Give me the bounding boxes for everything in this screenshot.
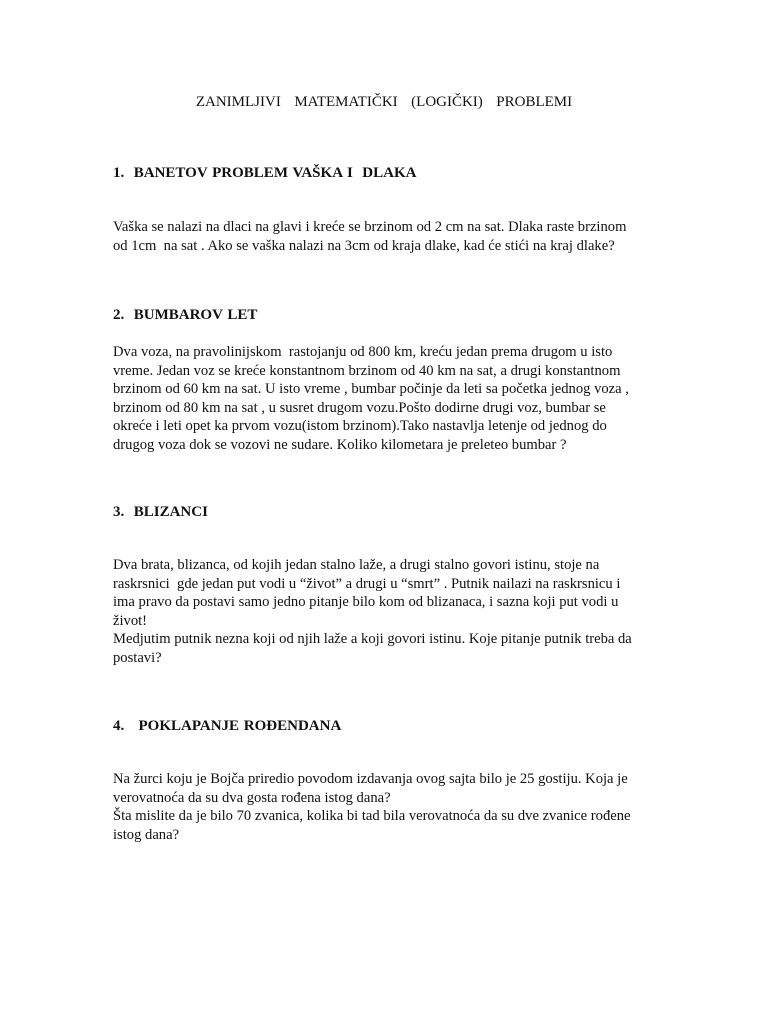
text-line: od 1cm na sat . Ako se vaška nalazi na 3cm od kraja dlake, kad će stići na kraj dlake? xyxy=(113,237,615,254)
text-line: Dva voza, na pravolinijskom rastojanju od 800 km, kreću jedan prema drugom u isto xyxy=(113,344,613,360)
text-line: brzinom od 60 km na sat. U isto vreme , bumbar počinje da leti sa početka jednog voza , xyxy=(113,381,629,398)
text-line: verovatnoća da su dva gosta rođena istog dana? xyxy=(113,789,391,806)
problem-1-heading: 1. BANETOV PROBLEM VAŠKA I DLAKA xyxy=(113,165,417,181)
problem-3-text xyxy=(113,556,673,668)
text-line: Na žurci koju je Bojča priredio povodom izdavanja ovog sajta bilo je 25 gostiju. Koja je xyxy=(113,771,628,787)
document-title: ZANIMLJIVI MATEMATIČKI (LOGIČKI) PROBLEMI xyxy=(195,94,573,110)
text-line: drugog voza dok se vozovi ne sudare. Koliko kilometara je preleteo bumbar ? xyxy=(113,436,567,453)
text-line: brzinom od 80 km na sat , u susret drugom vozu.Pošto dodirne drugi voz, bumbar se xyxy=(113,399,606,416)
text-line: raskrsnici gde jedan put vodi u “život” a drugi u “smrt” . Putnik nailazi na raskrsnicu i xyxy=(113,575,621,592)
text-line: istog dana? xyxy=(113,826,180,843)
problem-4-heading: 4. POKLAPANJE ROĐENDANA xyxy=(113,718,342,734)
text-line: vreme. Jedan voz se kreće konstantnom brzinom od 40 km na sat, a drugi konstantnom xyxy=(113,362,621,379)
text-line: Dva brata, blizanca, od kojih jedan stalno laže, a drugi stalno govori istinu, stoje na xyxy=(113,557,600,573)
text-line: postavi? xyxy=(113,649,162,666)
text-line: okreće i leti opet ka prvom vozu(istom brzinom).Tako nastavlja letenje od jednog do xyxy=(113,418,607,435)
text-line: Vaška se nalazi na dlaci na glavi i kreće se brzinom od 2 cm na sat. Dlaka raste brzinom xyxy=(113,219,627,235)
problem-2-text xyxy=(113,343,673,455)
text-line: život! xyxy=(113,612,148,629)
text-line: Šta mislite da je bilo 70 zvanica, kolika bi tad bila verovatnoća da su dve zvanice rođene xyxy=(113,808,631,825)
problem-4-text xyxy=(113,770,673,844)
problem-2-heading: 2. BUMBAROV LET xyxy=(113,307,258,323)
problem-3-heading: 3. BLIZANCI xyxy=(113,504,208,520)
problem-1-text xyxy=(113,218,673,255)
text-line: Medjutim putnik nezna koji od njih laže a koji govori istinu. Koje pitanje putnik treba da xyxy=(113,631,632,648)
text-line: ima pravo da postavi samo jedno pitanje bilo kom od blizanaca, i sazna koji put vodi u xyxy=(113,594,619,611)
